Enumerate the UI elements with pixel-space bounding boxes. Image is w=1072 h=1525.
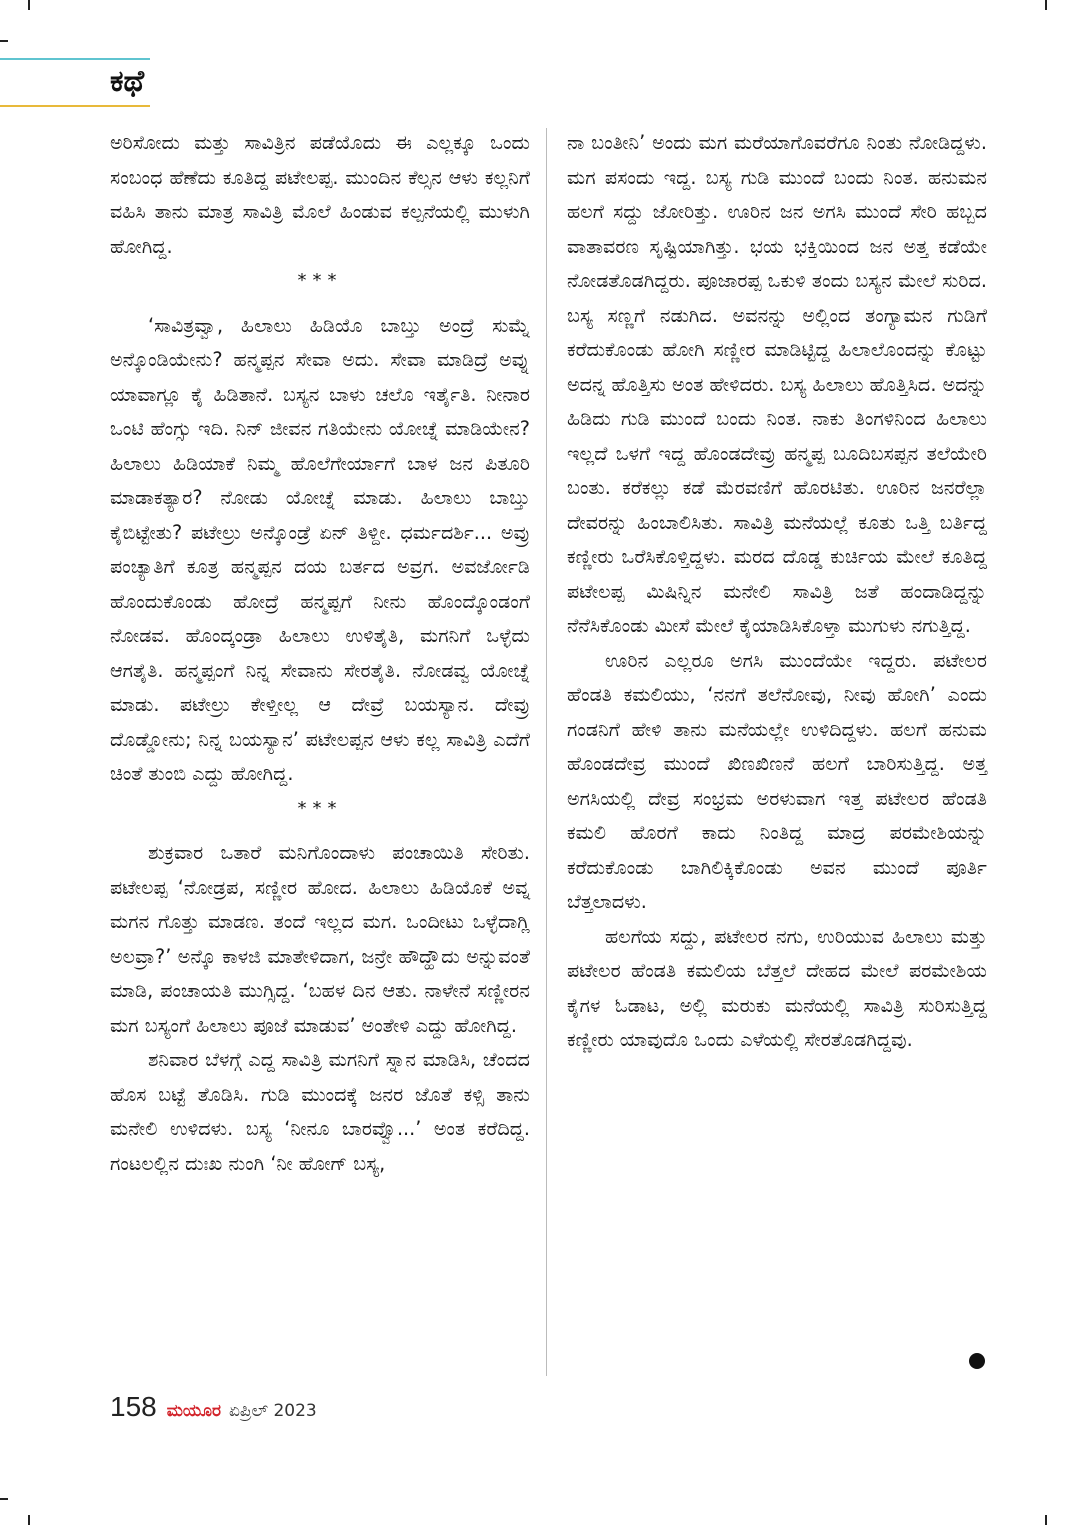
page-number: 158 — [110, 1391, 157, 1422]
page-footer — [110, 1391, 317, 1431]
story-end-bullet-icon — [969, 1353, 985, 1369]
crop-mark-top-left — [28, 0, 30, 10]
section-break: *** — [297, 270, 343, 291]
paragraph: ನಾ ಬಂತೀನಿ’ ಅಂದು ಮಗ ಮರೆಯಾಗೊವರೆಗೂ ನಿಂತು ನೋಡಿದ್ದಳು. ಮಗ ಪಸಂದು ಇದ್ದ. ಬಸ್ಯ ಗುಡಿ ಮುಂದೆ ಬಂದು ನಿಂತ. ಹನುಮನ ಹಲಗೆ ಸದ್ದು ಜೋರಿತ್ತು. ಊರಿನ ಜನ ಅಗಸಿ ಮುಂದೆ ಸೇರಿ ಹಬ್ಬದ ವಾತಾವರಣ ಸೃಷ್ಟಿಯಾಗಿತ್ತು. ಭಯ ಭಕ್ತಿಯಿಂದ ಜನ ಅತ್ತ ಕಡೆಯೇ ನೋಡತೊಡಗಿದ್ದರು. ಪೂಜಾರಪ್ಪ ಒಕುಳಿ ತಂದು ಬಸ್ಯನ ಮೇಲೆ ಸುರಿದ. ಬಸ್ಯ ಸಣ್ಣಗೆ ನಡುಗಿದ. ಅವನನ್ನು ಅಲ್ಲಿಂದ ತಂಗ್ಯಾಮನ ಗುಡಿಗೆ ಕರೆದುಕೊಂಡು ಹೋಗಿ ಸಣ್ಣೀರ ಮಾಡಿಟ್ಟಿದ್ದ ಹಿಲಾಲೊಂದನ್ನು ಕೊಟ್ಟು ಅದನ್ನ ಹೊತ್ತಿಸು ಅಂತ ಹೇಳಿದರು. ಬಸ್ಯ ಹಿಲಾಲು ಹೊತ್ತಿಸಿದ. ಅದನ್ನು ಹಿಡಿದು ಗುಡಿ ಮುಂದೆ ಬಂದು ನಿಂತ. ನಾಕು ತಿಂಗಳಿನಿಂದ ಹಿಲಾಲು ಇಲ್ಲದೆ ಒಳಗೆ ಇದ್ದ ಹೊಂಡದೇವ್ರು ಹನ್ಮಪ್ಪ ಬೂದಿಬಸಪ್ಪನ ತಲೆಯೇರಿ ಬಂತು. ಕರೆಕಲ್ಲು ಕಡೆ ಮೆರವಣಿಗೆ ಹೊರಟಿತು. ಊರಿನ ಜನರೆಲ್ಲಾ ದೇವರನ್ನು ಹಿಂಬಾಲಿಸಿತು. ಸಾವಿತ್ರಿ ಮನೆಯಲ್ಲೆ ಕೂತು ಒತ್ತಿ ಬರ್ತಿದ್ದ ಕಣ್ಣೀರು ಒರೆಸಿಕೊಳ್ತಿದ್ದಳು. ಮರದ ದೊಡ್ಡ ಕುರ್ಚಿಯ ಮೇಲೆ ಕೂತಿದ್ದ ಪಟೇಲಪ್ಪ ಮಿಷಿನ್ನಿನ ಮನೇಲಿ ಸಾವಿತ್ರಿ ಜತೆ ಹಂದಾಡಿದ್ದನ್ನು ನೆನೆಸಿಕೊಂಡು ಮೀಸೆ ಮೇಲೆ ಕೈಯಾಡಿಸಿಕೊಳ್ತಾ ಮುಗುಳು ನಗುತ್ತಿದ್ದ. — [567, 131, 987, 637]
section-break: *** — [297, 797, 343, 819]
paragraph: ಅರಿಸೋದು ಮತ್ತು ಸಾವಿತ್ರಿನ ಪಡೆಯೊದು ಈ ಎಲ್ಲಕ್ಕೂ ಒಂದು ಸಂಬಂಧ ಹೆಣೆದು ಕೂತಿದ್ದ ಪಟೇಲಪ್ಪ. ಮುಂದಿನ ಕೆಲ್ಸನ ಆಳು ಕಲ್ಲನಿಗೆ ವಹಿಸಿ ತಾನು ಮಾತ್ರ ಸಾವಿತ್ರಿ ಮೊಲೆ ಹಿಂಡುವ ಕಲ್ಪನೆಯಲ್ಲಿ ಮುಳುಗಿ ಹೋಗಿದ್ದ. — [110, 131, 530, 258]
section-rule-bottom — [0, 105, 150, 107]
crop-mark-left-upper — [0, 40, 8, 42]
section-rule-top — [0, 58, 150, 60]
right-column — [567, 126, 987, 1058]
column-divider — [546, 128, 547, 1376]
paragraph: ಶನಿವಾರ ಬೆಳಗ್ಗೆ ಎದ್ದ ಸಾವಿತ್ರಿ ಮಗನಿಗೆ ಸ್ನಾನ ಮಾಡಿಸಿ, ಚೆಂದದ ಹೊಸ ಬಟ್ಟೆ ತೊಡಿಸಿ. ಗುಡಿ ಮುಂದಕ್ಕೆ ಜನರ ಜೊತೆ ಕಳ್ಸಿ ತಾನು ಮನೇಲಿ ಉಳಿದಳು. ಬಸ್ಯ ‘ನೀನೂ ಬಾರವ್ವೊ...’ ಅಂತ ಕರೆದಿದ್ದ. ಗಂಟಲಲ್ಲಿನ ದುಃಖ ನುಂಗಿ ‘ನೀ ಹೋಗ್ ಬಸ್ಯ, — [110, 1048, 530, 1175]
section-title: ಕಥೆ — [110, 64, 145, 99]
crop-mark-left-lower — [0, 1498, 8, 1500]
left-column — [110, 126, 530, 1181]
issue-date: ಏಪ್ರಿಲ್ 2023 — [228, 1401, 317, 1421]
magazine-logo: ಮಯೂರ — [166, 1401, 221, 1421]
crop-mark-bottom-right — [1045, 1515, 1047, 1525]
crop-mark-top-right — [1045, 0, 1047, 10]
paragraph: ಹಲಗೆಯ ಸದ್ದು, ಪಟೇಲರ ನಗು, ಉರಿಯುವ ಹಿಲಾಲು ಮತ್ತು ಪಟೇಲರ ಹೆಂಡತಿ ಕಮಲಿಯ ಬೆತ್ತಲೆ ದೇಹದ ಮೇಲೆ ಪರಮೇಶಿಯ ಕೈಗಳ ಓಡಾಟ, ಅಲ್ಲಿ ಮರುಕು ಮನೆಯಲ್ಲಿ ಸಾವಿತ್ರಿ ಸುರಿಸುತ್ತಿದ್ದ ಕಣ್ಣೀರು ಯಾವುದೊ ಒಂದು ಎಳೆಯಲ್ಲಿ ಸೇರತೊಡಗಿದ್ದವು. — [567, 924, 987, 1051]
paragraph: ‘ಸಾವಿತ್ರವ್ವಾ, ಹಿಲಾಲು ಹಿಡಿಯೊ ಬಾಬ್ತು ಅಂದ್ರೆ ಸುಮ್ನೆ ಅನ್ಕೊಂಡಿಯೇನು? ಹನ್ಮಪ್ಪನ ಸೇವಾ ಅದು. ಸೇವಾ ಮಾಡಿದ್ರೆ ಅವ್ನು ಯಾವಾಗ್ಲೂ ಕೈ ಹಿಡಿತಾನೆ. ಬಸ್ಯನ ಬಾಳು ಚಲೊ ಇರ್ತೈತಿ. ನೀನಾರ ಒಂಟಿ ಹೆಂಗ್ಸು ಇದಿ. ನಿನ್ ಜೀವನ ಗತಿಯೇನು ಯೋಚ್ನೆ ಮಾಡಿಯೇನ? ಹಿಲಾಲು ಹಿಡಿಯಾಕೆ ನಿಮ್ಮ ಹೊಲೆಗೇರ್ಯಾಗೆ ಬಾಳ ಜನ ಪಿತೂರಿ ಮಾಡಾಕತ್ಯಾರ? ನೋಡು ಯೋಚ್ನೆ ಮಾಡು. ಹಿಲಾಲು ಬಾಬ್ತು ಕೈಬಿಟ್ಟೇತು? ಪಟೇಲ್ರು ಅನ್ಕೊಂಡ್ರೆ ಏನ್ ತಿಳ್ದೀ. ಧರ್ಮದರ್ಶಿ... ಅವ್ರು ಪಂಚ್ಯಾತಿಗೆ ಕೂತ್ರ ಹನ್ಮಪ್ಪನ ದಯ ಬರ್ತದ ಅವ್ರಗ. ಅವರ್ಜೋಡಿ ಹೊಂದುಕೊಂಡು ಹೋದ್ರೆ ಹನ್ಮಪ್ಪಗೆ ನೀನು ಹೊಂದ್ಕೊಂಡಂಗೆ ನೋಡವ. ಹೊಂದ್ಕಂಡ್ರಾ ಹಿಲಾಲು ಉಳಿತೈತಿ, ಮಗನಿಗೆ ಒಳ್ಳೆದು ಆಗತೈತಿ. ಹನ್ಮಪ್ಪಂಗೆ ನಿನ್ನ ಸೇವಾನು ಸೇರತೈತಿ. ನೋಡವ್ವ ಯೋಚ್ನೆ ಮಾಡು. ಪಟೇಲ್ರು ಕೇಳ್ತೀಲ್ಲ ಆ ದೇವ್ರೆ ಬಯಸ್ಯಾನ. ದೇವ್ರು ದೊಡ್ಡೋನು; ನಿನ್ನ ಬಯಸ್ಯಾನ’ ಪಟೇಲಪ್ಪನ ಆಳು ಕಲ್ಲ ಸಾವಿತ್ರಿ ಎದೆಗೆ ಚಿಂತೆ ತುಂಬಿ ಎದ್ದು ಹೋಗಿದ್ದ. — [110, 313, 530, 785]
paragraph: ಊರಿನ ಎಲ್ಲರೂ ಅಗಸಿ ಮುಂದೆಯೇ ಇದ್ದರು. ಪಟೇಲರ ಹೆಂಡತಿ ಕಮಲಿಯು, ‘ನನಗೆ ತಲೆನೋವು, ನೀವು ಹೋಗಿ’ ಎಂದು ಗಂಡನಿಗೆ ಹೇಳಿ ತಾನು ಮನೆಯಲ್ಲೇ ಉಳಿದಿದ್ದಳು. ಹಲಗೆ ಹನುಮ ಹೊಂಡದೇವ್ರ ಮುಂದೆ ಖಿಣಖಿಣನೆ ಹಲಗೆ ಬಾರಿಸುತ್ತಿದ್ದ. ಅತ್ತ ಅಗಸಿಯಲ್ಲಿ ದೇವ್ರ ಸಂಭ್ರಮ ಅರಳುವಾಗ ಇತ್ತ ಪಟೇಲರ ಹೆಂಡತಿ ಕಮಲಿ ಹೊರಗೆ ಕಾದು ನಿಂತಿದ್ದ ಮಾದ್ರ ಪರಮೇಶಿಯನ್ನು ಕರೆದುಕೊಂಡು ಬಾಗಿಲಿಕ್ಕಿಕೊಂಡು ಅವನ ಮುಂದೆ ಪೂರ್ತಿ ಬೆತ್ತಲಾದಳು. — [567, 648, 987, 913]
paragraph: ಶುಕ್ರವಾರ ಒತಾರೆ ಮನಿಗೊಂದಾಳು ಪಂಚಾಯಿತಿ ಸೇರಿತು. ಪಟೇಲಪ್ಪ ‘ನೋಡ್ರಪ, ಸಣ್ಣೀರ ಹೋದ. ಹಿಲಾಲು ಹಿಡಿಯೊಕೆ ಅವ್ನ ಮಗನ ಗೊತ್ತು ಮಾಡಣ. ತಂದೆ ಇಲ್ಲದ ಮಗ. ಒಂದೀಟು ಒಳ್ಳೆದಾಗ್ಲಿ ಅಲವ್ರಾ?’ ಅನ್ಕೊ ಕಾಳಜಿ ಮಾತೇಳಿದಾಗ, ಜನ್ರೇ ಹೌದ್ಹೌದು ಅನ್ನುವಂತೆ ಮಾಡಿ, ಪಂಚಾಯತಿ ಮುಗ್ಸಿದ್ದ. ‘ಬಹಳ ದಿನ ಆತು. ನಾಳೇನೆ ಸಣ್ಣೀರನ ಮಗ ಬಸ್ಯಂಗೆ ಹಿಲಾಲು ಪೂಜೆ ಮಾಡುವ’ ಅಂತೇಳಿ ಎದ್ದು ಹೋಗಿದ್ದ. — [110, 841, 530, 1037]
crop-mark-bottom-left — [28, 1515, 30, 1525]
